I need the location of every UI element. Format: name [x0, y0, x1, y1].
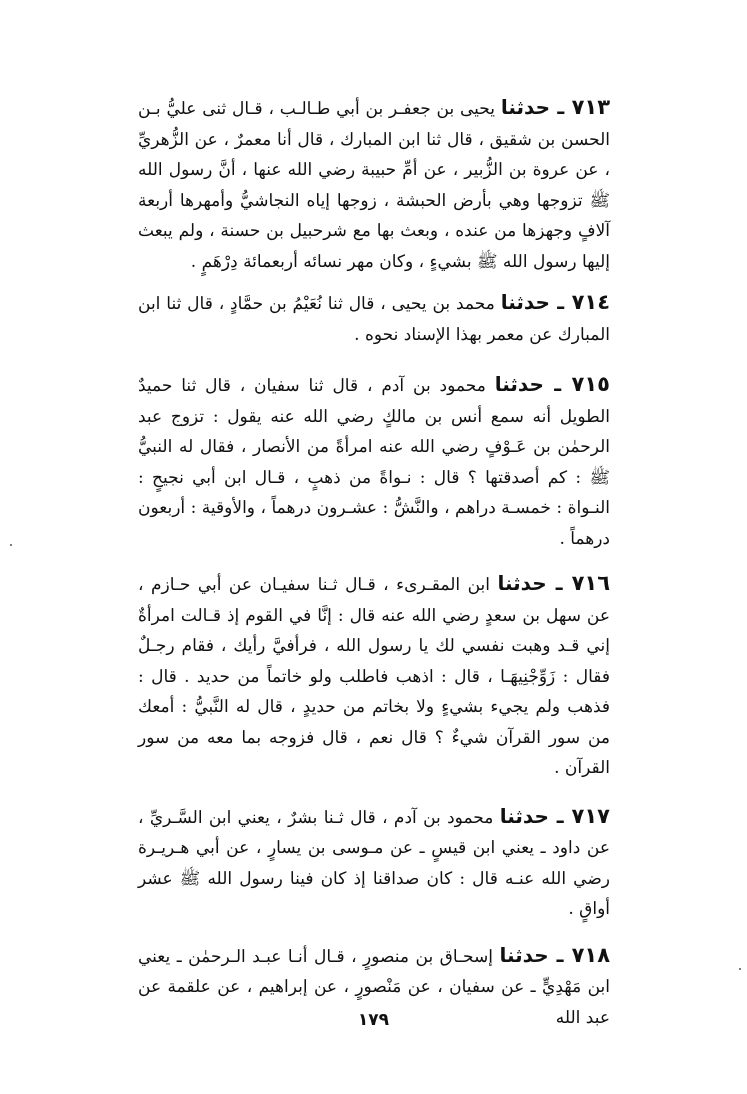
hadith-text: يحيى بن جعفـر بن أبي طـالـب ، قـال ثنى عليُّ بـن الحسن بن شقيق ، قال ثنا ابن المبارك ، قال أنا معمرٌ ، عن الزُّهريِّ ، عن عروة بن الزُّبير ، عن أمِّ حبيبة رضي الله عنها ، أنَّ رسول الله ﷺ تزوجها وهي بأرض الحبشة ، زوجها إياه النجاشيُّ وأمهرها أربعة آلافٍ وجهزها من عنده ، وبعث بها مع شرحبيل بن حسنة ، ولم يبعث إليها رسول الله ﷺ بشيءٍ ، وكان مهر نسائه أربعمائة دِرْهَمٍ . [138, 99, 610, 272]
hadith-entry-717: ٧١٧ ـ حدثنا محمود بن آدم ، قال ثـنا بشرٌ ، يعني ابن السَّـريِّ ، عن داود ـ يعني ابن قيسٍ ـ عن مـوسى بن يسارٍ ، عن أبي هـريـرة رضي الله عنـه قال : كان صداقنا إذ كان فينا رسول الله ﷺ عشر أواقٍ . [138, 803, 610, 919]
hadith-text: محمود بن آدم ، قال ثـنا بشرٌ ، يعني ابن السَّـريِّ ، عن داود ـ يعني ابن قيسٍ ـ عن مـوسى بن يسارٍ ، عن أبي هـريـرة رضي الله عنـه قال : كان صداقنا إذ كان فينا رسول الله ﷺ عشر أواقٍ . [138, 807, 610, 919]
hadith-number: ٧١٤ [571, 290, 611, 314]
page-number: ١٧٩ [357, 1010, 390, 1030]
hadith-text: إسحـاق بن منصورٍ ، قـال أنـا عبـد الـرحمٰن ـ يعني ابن مَهْدِيٍّ ـ عن سفيان ، عن مَنْصورٍ ، عن إبراهيم ، عن علقمة عن عبد الله [138, 946, 610, 1028]
hadith-number: ٧١٥ [571, 372, 610, 396]
hadith-entry-715: ٧١٥ ـ حدثنا محمود بن آدم ، قال ثنا سفيان ، قال ثنا حميدٌ الطويل أنه سمع أنس بن مالكٍ رضي الله عنه يقول : تزوج عبد الرحمٰن بن عَـوْفٍ رضي الله عنه امرأةً من الأنصار ، فقال له النبيُّ ﷺ : كم أصدقتها ؟ قال : نـواةً من ذهبٍ ، قـال ابن أبي نجيحٍ : النـواة : خمسـة دراهم ، والنَّشُّ : عشـرون درهماً ، والأوقية : أربعون درهماً . [138, 372, 610, 549]
margin-speck [739, 968, 741, 970]
hadith-heading: حدثنا [500, 95, 550, 119]
hadith-number: ٧١٨ [571, 942, 611, 967]
hadith-heading: حدثنا [500, 290, 550, 314]
hadith-heading: حدثنا [499, 803, 549, 828]
hadith-entry-713: ٧١٣ ـ حدثنا يحيى بن جعفـر بن أبي طـالـب ، قـال ثنى عليُّ بـن الحسن بن شقيق ، قال ثنا ابن المبارك ، قال أنا معمرٌ ، عن الزُّهريِّ ، عن عروة بن الزُّبير ، عن أمِّ حبيبة رضي الله عنها ، أنَّ رسول الله ﷺ تزوجها وهي بأرض الحبشة ، زوجها إياه النجاشيُّ وأمهرها أربعة آلافٍ وجهزها من عنده ، وبعث بها مع شرحبيل بن حسنة ، ولم يبعث إليها رسول الله ﷺ بشيءٍ ، وكان مهر نسائه أربعمائة دِرْهَمٍ . [138, 95, 611, 272]
margin-speck [10, 544, 12, 546]
hadith-entry-714: ٧١٤ ـ حدثنا محمد بن يحيى ، قال ثنا نُعَيْمُ بن حمَّادٍ ، قال ثنا ابن المبارك عن معمر بهذا الإسناد نحوه . [138, 290, 611, 345]
hadith-text: محمود بن آدم ، قال ثنا سفيان ، قال ثنا حميدٌ الطويل أنه سمع أنس بن مالكٍ رضي الله عنه يقول : تزوج عبد الرحمٰن بن عَـوْفٍ رضي الله عنه امرأةً من الأنصار ، فقال له النبيُّ ﷺ : كم أصدقتها ؟ قال : نـواةً من ذهبٍ ، قـال ابن أبي نجيحٍ : النـواة : خمسـة دراهم ، والنَّشُّ : عشـرون درهماً ، والأوقية : أربعون درهماً . [138, 376, 610, 549]
hadith-number: ٧١٧ [571, 803, 610, 828]
hadith-number: ٧١٦ [571, 571, 611, 595]
hadith-heading: حدثنا [494, 372, 544, 396]
hadith-entry-716: ٧١٦ ـ حدثنا ابن المقـرىء ، قـال ثـنا سفيـان عن أبي حـازم ، عن سهل بن سعدٍ رضي الله عنه قال : إنَّا في القوم إذ قـالت امرأةٌ إني قـد وهبت نفسي لك يا رسول الله ، فرأفيَّ رأيك ، فقام رجـلٌ فقال : زَوِّجْنِيهَـا ، قال : اذهب فاطلب ولو خاتماً من حديد . قال : فذهب ولم يجيء بشيءٍ ولا بخاتم من حديدٍ ، قال له النَّبيُّ : أمعك من سور القرآن شيءٌ ؟ قال نعم ، قال فزوجه بما معه من سور القرآن . [138, 571, 611, 778]
hadith-text: محمد بن يحيى ، قال ثنا نُعَيْمُ بن حمَّادٍ ، قال ثنا ابن المبارك عن معمر بهذا الإسناد نحوه . [138, 294, 610, 345]
hadith-number: ٧١٣ [571, 95, 611, 119]
hadith-heading: حدثنا [499, 942, 549, 967]
page-body [138, 92, 610, 1033]
hadith-heading: حدثنا [497, 571, 547, 595]
hadith-entry-718: ٧١٨ ـ حدثنا إسحـاق بن منصورٍ ، قـال أنـا عبـد الـرحمٰن ـ يعني ابن مَهْدِيٍّ ـ عن سفيان ، عن مَنْصورٍ ، عن إبراهيم ، عن علقمة عن عبد الله [138, 942, 611, 1028]
hadith-text: ابن المقـرىء ، قـال ثـنا سفيـان عن أبي حـازم ، عن سهل بن سعدٍ رضي الله عنه قال : إنَّا في القوم إذ قـالت امرأةٌ إني قـد وهبت نفسي لك يا رسول الله ، فرأفيَّ رأيك ، فقام رجـلٌ فقال : زَوِّجْنِيهَـا ، قال : اذهب فاطلب ولو خاتماً من حديد . قال : فذهب ولم يجيء بشيءٍ ولا بخاتم من حديدٍ ، قال له النَّبيُّ : أمعك من سور القرآن شيءٌ ؟ قال نعم ، قال فزوجه بما معه من سور القرآن . [138, 575, 610, 778]
